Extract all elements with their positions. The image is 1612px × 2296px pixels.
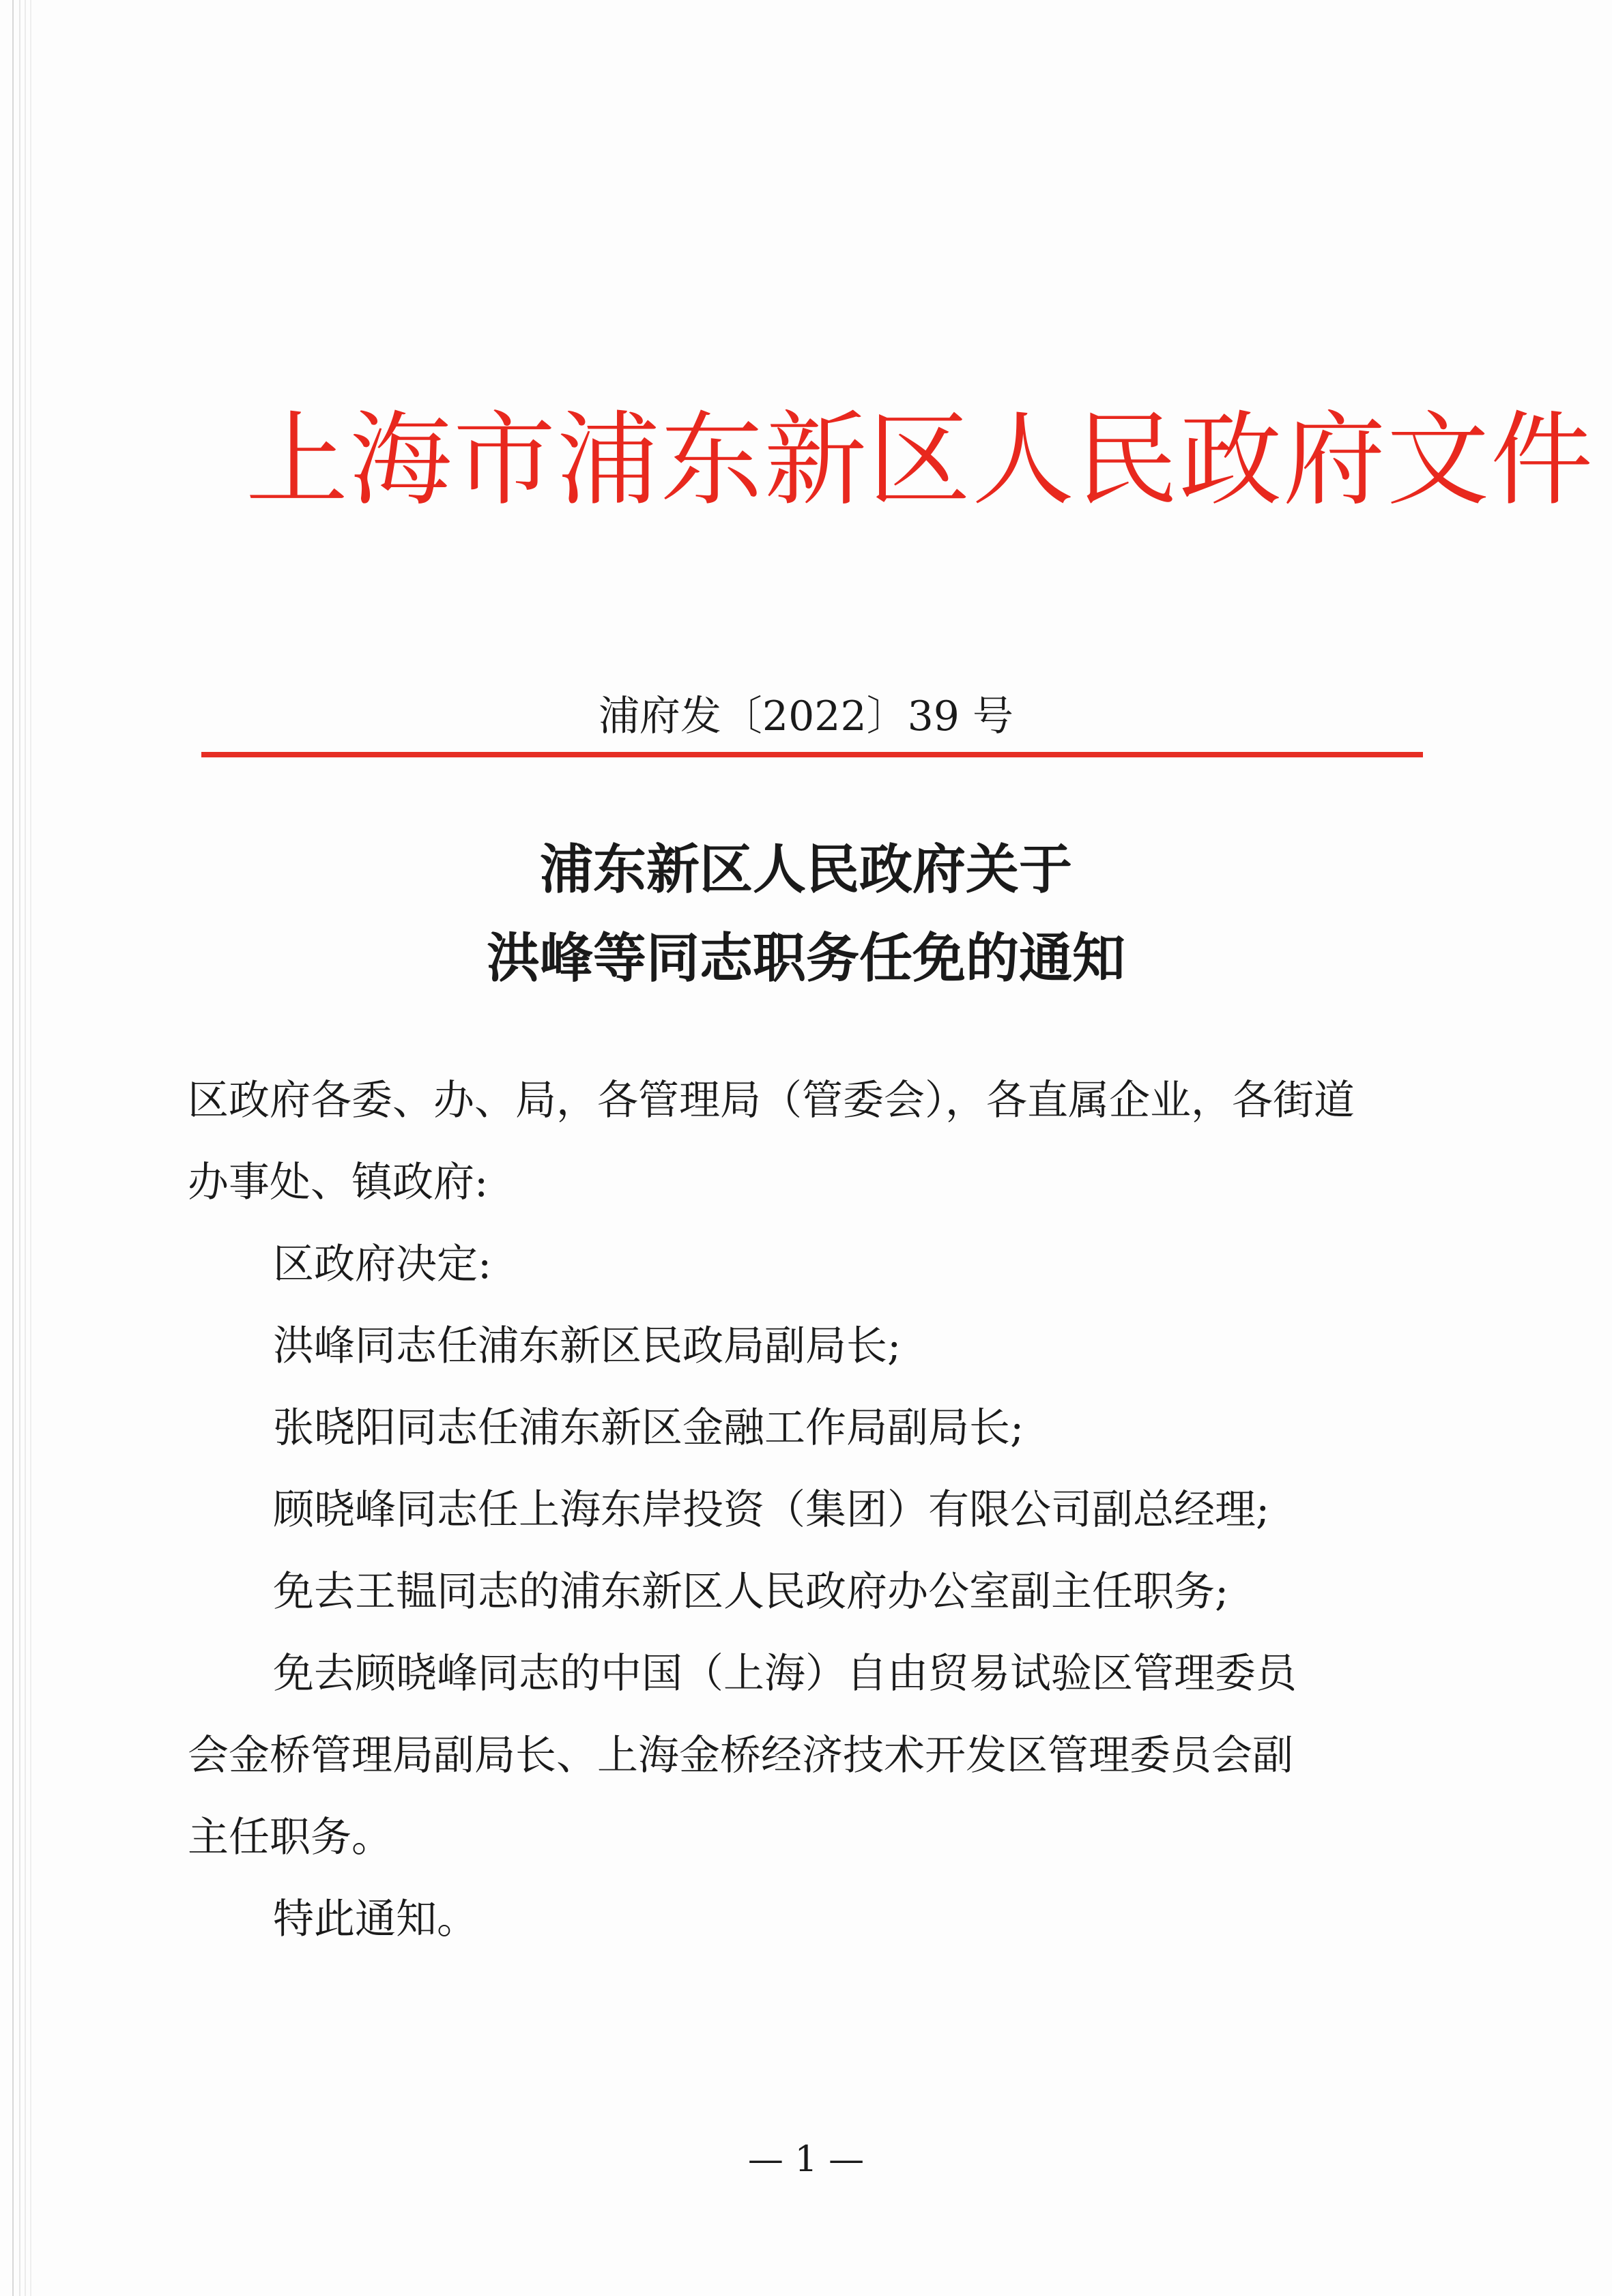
- paper-edge: [19, 0, 20, 2296]
- paper-edge: [30, 0, 31, 2296]
- subject-title-line-1: 浦东新区人民政府关于: [539, 839, 1072, 901]
- document-header-title: 上海市浦东新区人民政府文件: [246, 401, 1595, 520]
- removal-item-1: 免去王韫同志的浦东新区人民政府办公室副主任职务;: [273, 1568, 1229, 1616]
- paper-edge: [12, 0, 14, 2296]
- removal-item-2-line-2: 会金桥管理局副局长、上海金桥经济技术开发区管理委员会副: [188, 1732, 1293, 1779]
- appointment-item-3: 顾晓峰同志任上海东岸投资（集团）有限公司副总经理;: [273, 1486, 1270, 1534]
- recipients-line-1: 区政府各委、办、局，各管理局（管委会），各直属企业，各街道: [188, 1077, 1355, 1124]
- recipients-line-2: 办事处、镇政府:: [188, 1159, 489, 1206]
- document-number: 浦府发〔2022〕39 号: [598, 693, 1014, 740]
- removal-item-2-line-1: 免去顾晓峰同志的中国（上海）自由贸易试验区管理委员: [273, 1650, 1297, 1698]
- paper-edge: [25, 0, 26, 2296]
- closing-remark: 特此通知。: [273, 1895, 478, 1943]
- red-separator-line: [201, 752, 1423, 757]
- appointment-item-1: 洪峰同志任浦东新区民政局副局长;: [273, 1322, 902, 1370]
- page-number: — 1 —: [747, 2139, 865, 2180]
- subject-title-line-2: 洪峰等同志职务任免的通知: [486, 928, 1125, 989]
- appointment-item-2: 张晓阳同志任浦东新区金融工作局副局长;: [273, 1404, 1024, 1452]
- removal-item-2-line-3: 主任职务。: [188, 1814, 392, 1861]
- decision-intro: 区政府决定:: [273, 1240, 492, 1288]
